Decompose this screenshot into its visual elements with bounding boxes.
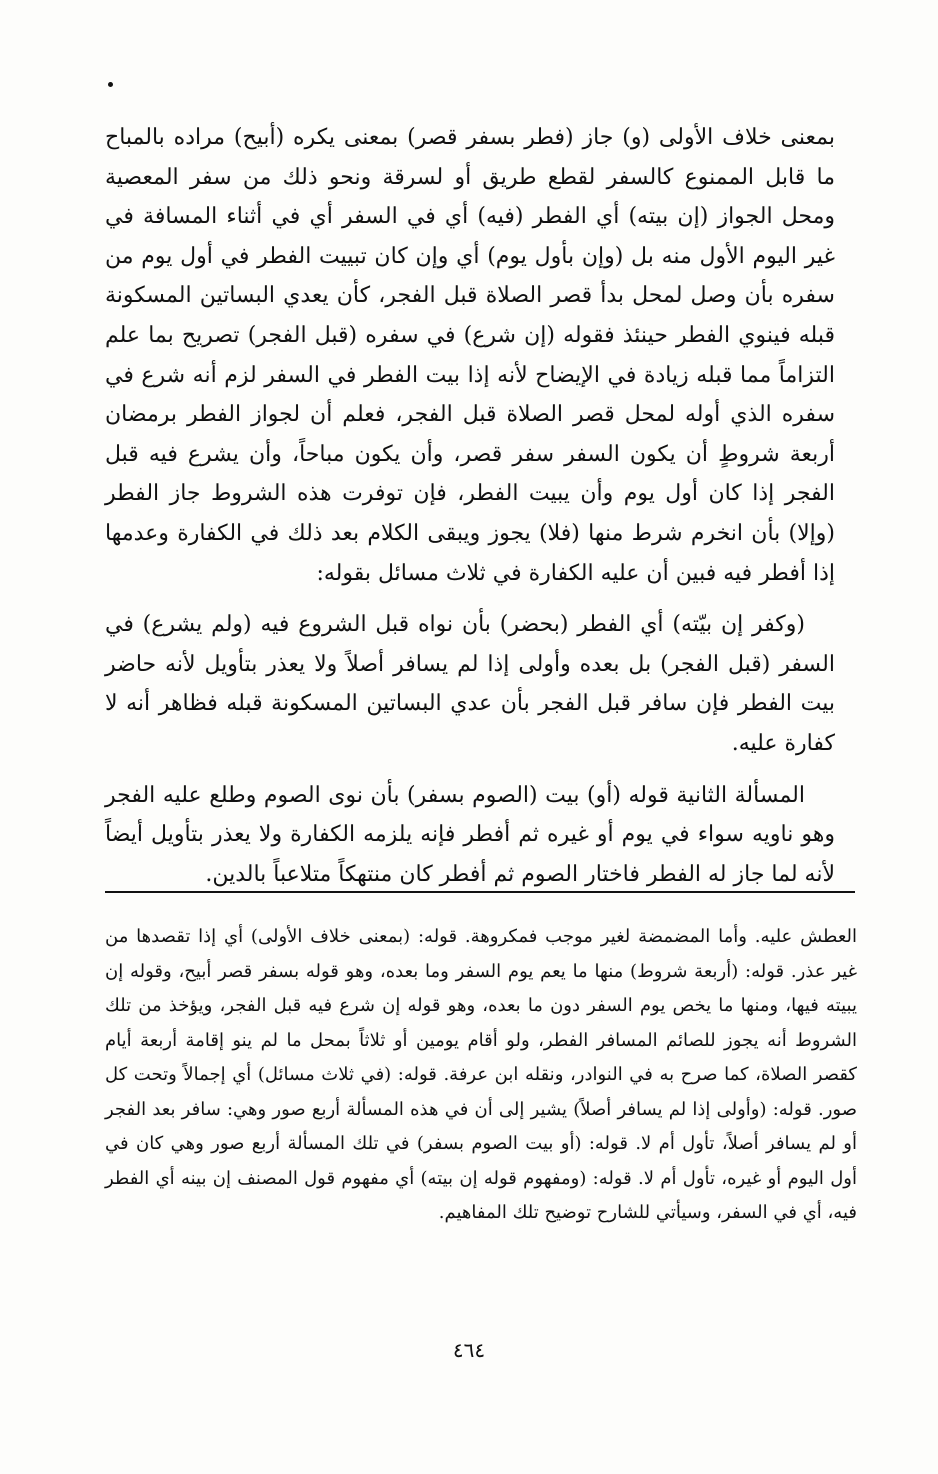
main-paragraph-2: (وكفر إن بيّته) أي الفطر (بحضر) بأن نواه قبل الشروع فيه (ولم يشرع) في السفر (قبل الفجر) بل بعده وأولى إذا لم يسافر أصلاً ولا يعذر بتأويل لأنه حاضر بيت الفطر فإن سافر قبل الفجر بأن عدي البساتين المسكونة قبله فظاهر أنه لا كفارة عليه. [105,612,835,756]
main-text [105,118,835,894]
main-paragraph-1: بمعنى خلاف الأولى (و) جاز (فطر بسفر قصر) بمعنى يكره (أبيح) مراده بالمباح ما قابل الممنوع كالسفر لقطع طريق أو لسرقة ونحو ذلك من سفر المعصية ومحل الجواز (إن بيته) أي الفطر (فيه) أي في السفر أي في أثناء المسافة في غير اليوم الأول منه بل (وإن بأول يوم) أي وإن كان تبييت الفطر في أول يوم من سفره بأن وصل لمحل بدأ قصر الصلاة قبل الفجر، كأن يعدي البساتين المسكونة قبله فينوي الفطر حينئذ فقوله (إن شرع) في سفره (قبل الفجر) تصريح بما علم التزاماً مما قبله زيادة في الإيضاح لأنه إذا بيت الفطر في السفر لزم أنه شرع في سفره الذي أوله لمحل قصر الصلاة قبل الفجر، فعلم أن لجواز الفطر برمضان أربعة شروطٍ أن يكون السفر سفر قصر، وأن يكون مباحاً، وأن يشرع فيه قبل الفجر إذا كان أول يوم وأن يبيت الفطر، فإن توفرت هذه الشروط جاز الفطر (وإلا) بأن انخرم شرط منها (فلا) يجوز ويبقى الكلام بعد ذلك في الكفارة وعدمها إذا أفطر فيه فبين أن عليه الكفارة في ثلاث مسائل بقوله: [105,125,835,586]
footnotes [105,920,857,1231]
page-mark [108,82,113,87]
main-paragraph-3: المسألة الثانية قوله (أو) بيت (الصوم بسفر) بأن نوى الصوم وطلع عليه الفجر وهو ناويه سواء في يوم أو غيره ثم أفطر فإنه يلزمه الكفارة ولا يعذر بتأويل أيضاً لأنه لما جاز له الفطر فاختار الصوم ثم أفطر كان منتهكاً متلاعباً بالدين. [105,782,835,887]
footnote-text: العطش عليه. وأما المضمضة لغير موجب فمكروهة. قوله: (بمعنى خلاف الأولى) أي إذا تقصدها من غير عذر. قوله: (أربعة شروط) منها ما يعم يوم السفر وما بعده، وهو قوله بسفر قصر أبيح، وقوله إن يبيته فيها، ومنها ما يخص يوم السفر دون ما بعده، وهو قوله إن شرع فيه قبل الفجر، ويؤخذ من تلك الشروط أنه يجوز للصائم المسافر الفطر، ولو أقام يومين أو ثلاثاً بمحل ما لم ينو إقامة أربعة أيام كقصر الصلاة، كما صرح به في النوادر، ونقله ابن عرفة. قوله: (في ثلاث مسائل) أي إجمالاً وتحت كل صور. قوله: (وأولى إذا لم يسافر أصلاً) يشير إلى أن في هذه المسألة أربع صور وهي: سافر بعد الفجر أو لم يسافر أصلاً، تأول أم لا. قوله: (أو بيت الصوم بسفر) في تلك المسألة أربع صور وهي كان في أول اليوم أو غيره، تأول أم لا. قوله: (ومفهوم قوله إن بيته) أي مفهوم قول المصنف إن بينه أي الفطر فيه، أي في السفر، وسيأتي للشارح توضيح تلك المفاهيم. [105,926,857,1223]
page-number: ٤٦٤ [452,1338,486,1362]
footnote-separator [105,891,855,893]
